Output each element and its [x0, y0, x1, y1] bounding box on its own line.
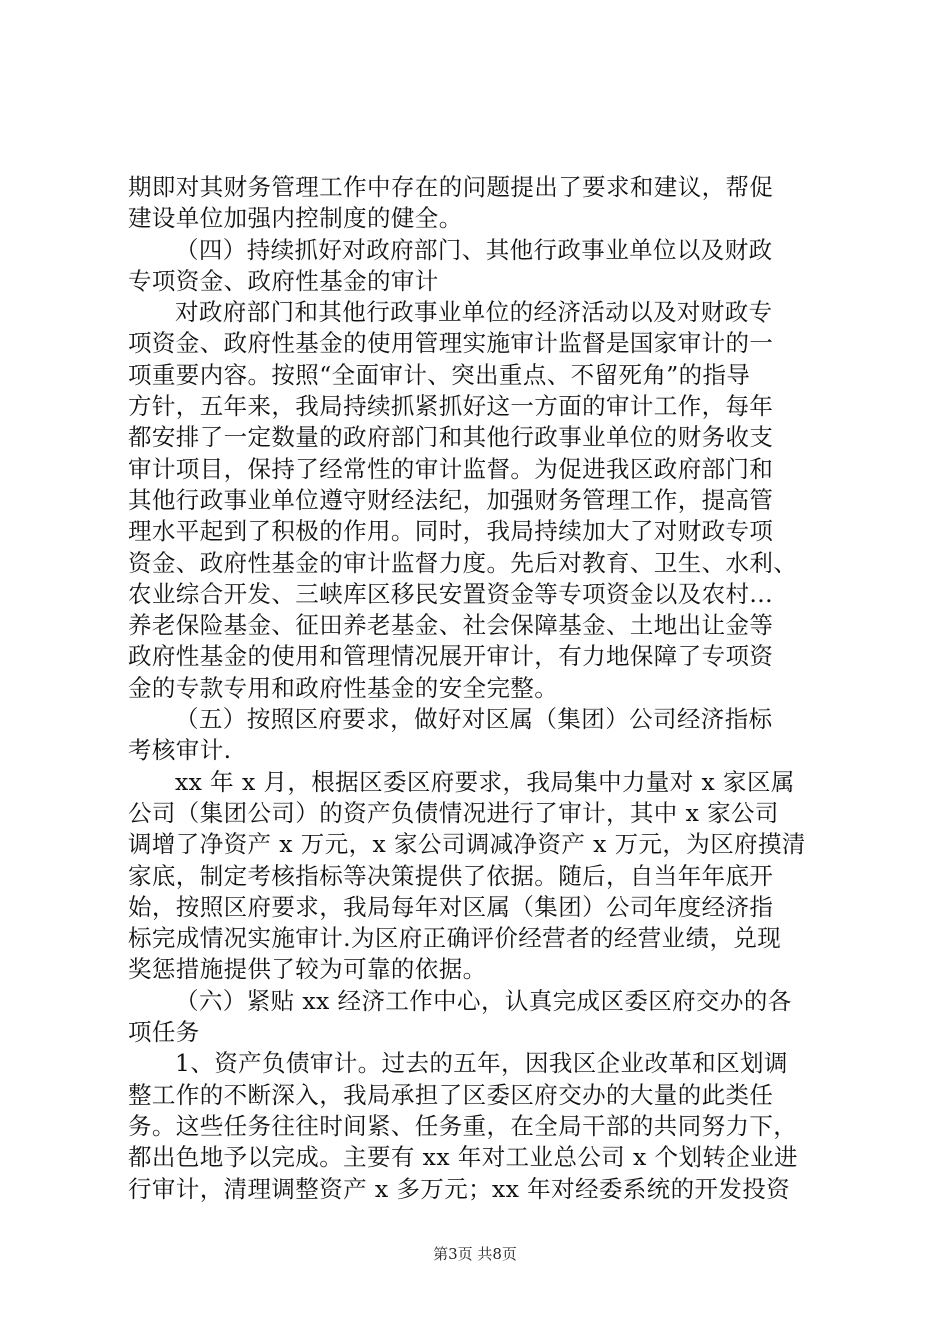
text-line: 调增了净资产 x 万元，x 家公司调减净资产 x 万元，为区府摸清: [128, 830, 806, 859]
text-line: 标完成情况实施审计.为区府正确评价经营者的经营业绩，兑现: [128, 924, 782, 953]
text-line: 项资金、政府性基金的使用管理实施审计监督是国家审计的一: [128, 329, 774, 358]
section-heading-4: （四）持续抓好对政府部门、其他行政事业单位以及财政: [175, 235, 773, 264]
text-line: 审计项目，保持了经常性的审计监督。为促进我区政府部门和: [128, 454, 774, 483]
text-line: 建设单位加强内控制度的健全。: [128, 204, 463, 233]
text-line: 期即对其财务管理工作中存在的问题提出了要求和建议，帮促: [128, 173, 774, 201]
section-heading-5-cont: 考核审计.: [128, 736, 232, 765]
section-heading-4-cont: 专项资金、政府性基金的审计: [128, 266, 439, 295]
text-line: 方针，五年来，我局持续抓紧抓好这一方面的审计工作，每年: [128, 392, 774, 421]
text-line: xx 年 x 月，根据区委区府要求，我局集中力量对 x 家区属: [175, 767, 795, 796]
section-heading-6: （六）紧贴 xx 经济工作中心，认真完成区委区府交办的各: [175, 986, 792, 1015]
page-footer: 第3页 共8页: [433, 1245, 517, 1263]
text-line: 公司（集团公司）的资产负债情况进行了审计，其中 x 家公司: [128, 798, 779, 827]
text-line: 务。这些任务往往时间紧、任务重，在全局干部的共同努力下，: [128, 1111, 798, 1140]
text-line: 整工作的不断深入，我局承担了区委区府交办的大量的此类任: [128, 1080, 774, 1109]
text-line: 奖惩措施提供了较为可靠的依据。: [128, 955, 487, 984]
text-line: 都出色地予以完成。主要有 xx 年对工业总公司 x 个划转企业进: [128, 1143, 798, 1172]
text-line: 1、资产负债审计。过去的五年，因我区企业改革和区划调: [175, 1049, 788, 1078]
text-line: 农业综合开发、三峡库区移民安置资金等专项资金以及农村...: [128, 579, 774, 608]
text-line: 金的专款专用和政府性基金的安全完整。: [128, 673, 559, 702]
text-line: 政府性基金的使用和管理情况展开审计，有力地保障了专项资: [128, 642, 774, 671]
text-line: 家底，制定考核指标等决策提供了依据。随后，自当年年底开: [128, 861, 774, 890]
text-line: 项重要内容。按照“全面审计、突出重点、不留死角”的指导: [128, 360, 751, 389]
section-heading-5: （五）按照区府要求，做好对区属（集团）公司经济指标: [175, 705, 773, 734]
text-line: 都安排了一定数量的政府部门和其他行政事业单位的财务收支: [128, 423, 774, 452]
section-heading-6-cont: 项任务: [128, 1018, 200, 1047]
text-line: 资金、政府性基金的审计监督力度。先后对教育、卫生、水利、: [128, 548, 798, 577]
text-line: 理水平起到了积极的作用。同时，我局持续加大了对财政专项: [128, 517, 774, 546]
body-text: [128, 172, 833, 1205]
text-line: 其他行政事业单位遵守财经法纪，加强财务管理工作，提高管: [128, 485, 774, 514]
text-line: 始，按照区府要求，我局每年对区属（集团）公司年度经济指: [128, 892, 774, 921]
text-line: 行审计，清理调整资产 x 多万元；xx 年对经委系统的开发投资: [128, 1174, 791, 1203]
text-line: 对政府部门和其他行政事业单位的经济活动以及对财政专: [175, 298, 773, 327]
text-line: 养老保险基金、征田养老基金、社会保障基金、土地出让金等: [128, 611, 774, 640]
